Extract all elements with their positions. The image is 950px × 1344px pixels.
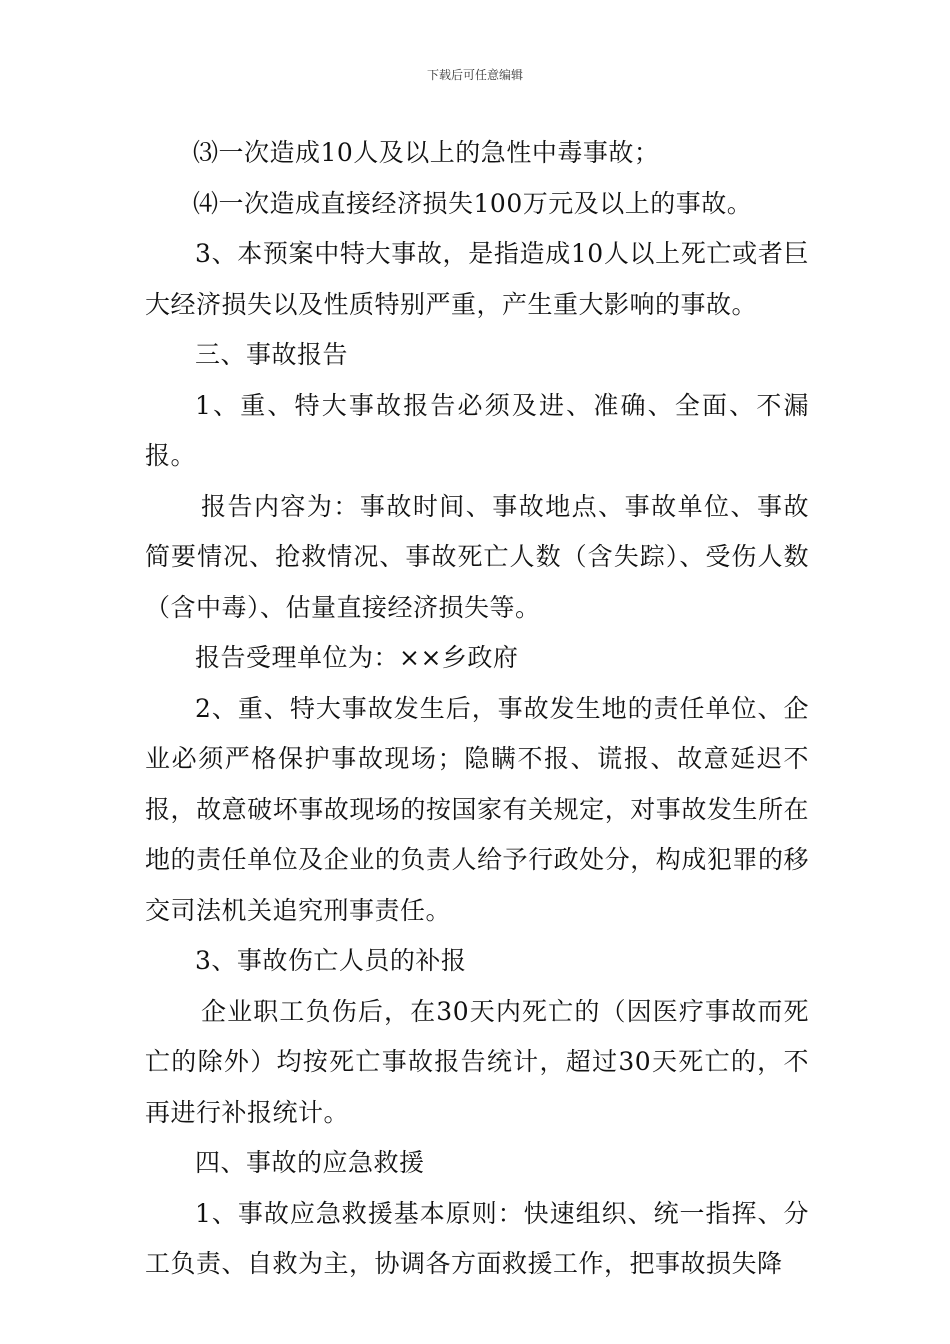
section-heading: 四、事故的应急救援 <box>195 1148 425 1177</box>
paragraph: 3、事故伤亡人员的补报 <box>195 946 467 975</box>
page-header: 下载后可任意编辑 <box>426 68 523 82</box>
paragraph: 报告内容为：事故时间、事故地点、事故单位、事故简要情况、抢救情况、事故死亡人数（含失踪）、受伤人数（含中毒）、估量直接经济损失等。 <box>145 491 809 622</box>
paragraph: 2、重、特大事故发生后，事故发生地的责任单位、企业必须严格保护事故现场；隐瞒不报、谎报、故意延迟不报，故意破坏事故现场的按国家有关规定，对事故发生所在地的责任单位及企业的负责人给予行政处分，构成犯罪的移交司法机关追究刑事责任。 <box>145 693 809 925</box>
document-body <box>145 128 809 1290</box>
paragraph: ⑷一次造成直接经济损失100万元及以上的事故。 <box>193 188 753 218</box>
section-heading: 三、事故报告 <box>195 340 349 369</box>
paragraph: 1、事故应急救援基本原则：快速组织、统一指挥、分工负责、自救为主，协调各方面救援工作，把事故损失降 <box>145 1198 809 1278</box>
paragraph: 企业职工负伤后，在30天内死亡的（因医疗事故而死亡的除外）均按死亡事故报告统计，超过30天死亡的，不再进行补报统计。 <box>145 996 809 1127</box>
paragraph: ⑶一次造成10人及以上的急性中毒事故； <box>193 138 660 167</box>
paragraph: 报告受理单位为：××乡政府 <box>195 643 519 672</box>
paragraph: 1、重、特大事故报告必须及进、准确、全面、不漏报。 <box>145 390 809 470</box>
paragraph: 3、本预案中特大事故，是指造成10人以上死亡或者巨大经济损失以及性质特别严重，产生重大影响的事故。 <box>145 239 809 319</box>
